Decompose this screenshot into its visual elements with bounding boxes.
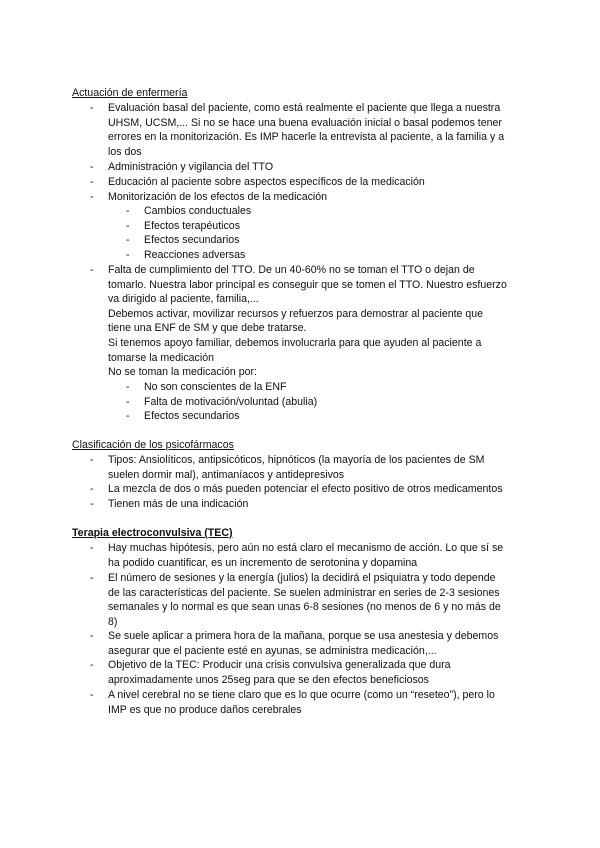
- bullet-dash: -: [126, 396, 130, 408]
- item-line: UHSM, UCSM,... Si no se hace una buena evaluación inicial o basal podemos tener: [108, 116, 502, 129]
- item-line: A nivel cerebral no se tiene claro que es lo que ocurre (como un “reseteo”), pero lo: [108, 689, 495, 701]
- list-item-tipos: [108, 453, 528, 482]
- bullet-dash: -: [126, 249, 130, 261]
- bullet-dash: -: [90, 630, 94, 642]
- section-heading-clasificacion: Clasificación de los psicofármacos: [72, 439, 234, 451]
- section-heading-tec: Terapia electroconvulsiva (TEC): [72, 527, 233, 539]
- sub-item: No son conscientes de la ENF: [144, 381, 287, 393]
- list-item-falta-cumplimiento: [108, 263, 528, 380]
- list-item-hipotesis: [108, 541, 528, 570]
- item-line: tomarlo. Nuestra labor principal es conseguir que se tomen el TTO. Nuestro esfuerzo: [108, 278, 507, 291]
- bullet-dash: -: [90, 542, 94, 554]
- bullet-dash: -: [90, 498, 94, 510]
- list-item-educacion: Educación al paciente sobre aspectos específicos de la medicación: [108, 176, 425, 188]
- sub-item: Reacciones adversas: [144, 249, 246, 261]
- bullet-dash: -: [126, 205, 130, 217]
- item-line: IMP es que no produce daños cerebrales: [108, 703, 302, 716]
- item-line: No se toman la medicación por:: [108, 366, 257, 379]
- item-line: Debemos activar, movilizar recursos y refuerzos para demostrar al paciente que: [108, 307, 484, 320]
- list-item-mezcla: La mezcla de dos o más pueden potenciar el efecto positivo de otros medicamentos: [108, 483, 503, 495]
- list-item-indicacion: Tienen más de una indicación: [108, 498, 249, 510]
- bullet-dash: -: [126, 220, 130, 232]
- bullet-dash: -: [126, 410, 130, 422]
- bullet-dash: -: [90, 659, 94, 671]
- item-line: Si tenemos apoyo familiar, debemos involucrarla para que ayuden al paciente a: [108, 336, 482, 349]
- bullet-dash: -: [126, 381, 130, 393]
- list-item-evaluacion: [108, 101, 528, 159]
- item-line: errores en la monitorización. Es IMP hacerle la entrevista al paciente, a la familia y a: [108, 131, 505, 144]
- sub-item: Falta de motivación/voluntad (abulia): [144, 396, 318, 408]
- sub-item: Efectos secundarios: [144, 410, 240, 422]
- item-line: aproximadamente unos 25seg para que se den efectos beneficiosos: [108, 673, 429, 686]
- item-line: semanales y lo normal es que sean unas 6-8 sesiones (no menos de 6 y no más de: [108, 601, 501, 614]
- item-line: Objetivo de la TEC: Producir una crisis convulsiva generalizada que dura: [108, 659, 451, 671]
- item-line: Evaluación basal del paciente, como está realmente el paciente que llega a nuestra: [108, 102, 501, 114]
- sub-item: Cambios conductuales: [144, 205, 252, 217]
- item-line: de las características del paciente. Se suelen administrar en series de 2-3 sesiones: [108, 586, 500, 599]
- bullet-dash: -: [90, 264, 94, 276]
- item-line: tiene una ENF de SM y que debe tratarse.: [108, 322, 307, 335]
- bullet-dash: -: [90, 572, 94, 584]
- item-line: ha podido cuantificar, es un incremento de serotonina y dopamina: [108, 556, 418, 569]
- bullet-dash: -: [90, 102, 94, 114]
- sub-item: Efectos secundarios: [144, 234, 240, 246]
- list-item-nivel-cerebral: [108, 688, 528, 717]
- item-line: va dirigido al paciente, familia,...: [108, 293, 259, 306]
- item-line: asegurar que el paciente esté en ayunas, se administra medicación,...: [108, 644, 437, 657]
- item-line: suelen dormir mal), antimaníacos y antidepresivos: [108, 468, 345, 481]
- item-line: 8): [108, 615, 118, 628]
- list-item-sesiones: [108, 571, 528, 629]
- sub-item: Efectos terapéuticos: [144, 220, 240, 232]
- item-line: tomarse la medicación: [108, 351, 214, 364]
- bullet-dash: -: [90, 483, 94, 495]
- bullet-dash: -: [90, 161, 94, 173]
- bullet-dash: -: [90, 176, 94, 188]
- item-line: Falta de cumplimiento del TTO. De un 40-60% no se toman el TTO o dejan de: [108, 264, 475, 276]
- list-item-administracion: Administración y vigilancia del TTO: [108, 161, 274, 173]
- bullet-dash: -: [90, 689, 94, 701]
- item-line: Se suele aplicar a primera hora de la mañana, porque se usa anestesia y debemos: [108, 630, 499, 642]
- list-item-aplicacion: [108, 629, 528, 658]
- item-line: El número de sesiones y la energía (julios) la decidirá el psiquiatra y todo depende: [108, 572, 496, 584]
- bullet-dash: -: [90, 191, 94, 203]
- bullet-dash: -: [126, 234, 130, 246]
- item-line: Tipos: Ansiolíticos, antipsicóticos, hipnóticos (la mayoría de los pacientes de SM: [108, 454, 485, 466]
- list-item-monitorizacion: Monitorización de los efectos de la medicación: [108, 191, 328, 203]
- section-heading-actuacion: Actuación de enfermería: [72, 87, 188, 99]
- item-line: Hay muchas hipótesis, pero aún no está claro el mecanismo de acción. Lo que sí se: [108, 542, 504, 554]
- bullet-dash: -: [90, 454, 94, 466]
- list-item-objetivo: [108, 658, 528, 687]
- item-line: los dos: [108, 145, 142, 158]
